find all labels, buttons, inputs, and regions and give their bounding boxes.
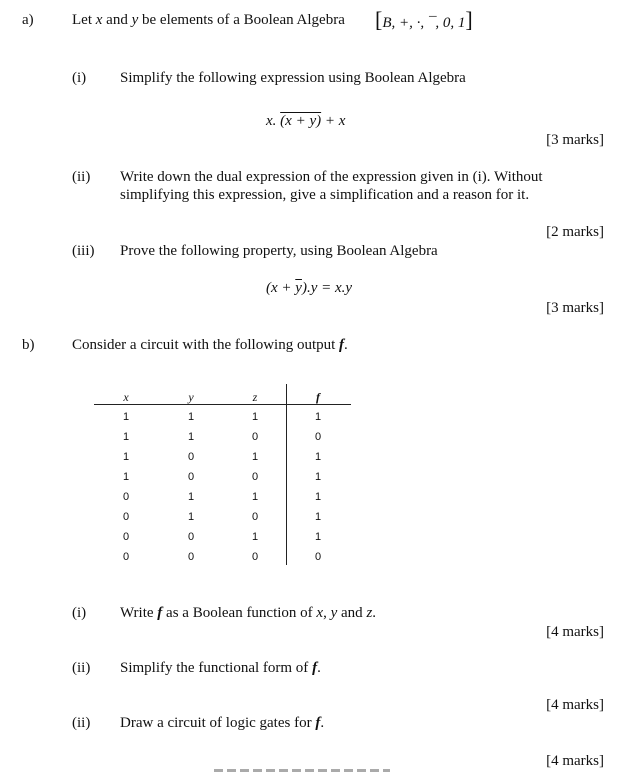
bracket-open: [ xyxy=(375,7,383,32)
table-header-x: x xyxy=(123,390,129,404)
table-cell-f: 1 xyxy=(314,531,322,543)
table-cell-y: 0 xyxy=(187,471,195,483)
a-part-iii-expression: $(x + \overline{y}).y = x.y$ xyxy=(266,280,353,296)
table-cell-z: 0 xyxy=(251,551,259,563)
section-a-label: a) xyxy=(22,12,34,28)
table-cell-f: 1 xyxy=(314,471,322,483)
table-cell-z: 1 xyxy=(251,531,259,543)
section-b-label: b) xyxy=(22,337,35,353)
table-cell-f: 1 xyxy=(314,411,322,423)
table-cell-f: 0 xyxy=(314,431,322,443)
table-cell-f: 1 xyxy=(314,491,322,503)
table-column-divider xyxy=(286,384,287,565)
a-part-ii-marks: [2 marks] xyxy=(546,224,604,240)
a-part-ii-text-line1: Write down the dual expression of the expression given in (i). Without xyxy=(120,169,543,185)
a-part-i-marks: [3 marks] xyxy=(546,132,604,148)
table-cell-x: 1 xyxy=(122,411,130,423)
table-header-z: z xyxy=(252,390,258,404)
table-cell-x: 0 xyxy=(122,511,130,523)
table-cell-z: 0 xyxy=(251,471,259,483)
a-part-iii-label: (iii) xyxy=(72,243,95,259)
table-cell-y: 1 xyxy=(187,431,195,443)
b-part-ii-label: (ii) xyxy=(72,660,91,676)
table-cell-x: 0 xyxy=(122,531,130,543)
table-header-rule xyxy=(94,404,351,405)
a-part-ii-text-line2: simplifying this expression, give a simplification and a reason for it. xyxy=(120,187,530,203)
b-part-i-label: (i) xyxy=(72,605,87,621)
table-cell-x: 0 xyxy=(122,551,130,563)
b-part-ii-marks: [4 marks] xyxy=(546,697,604,713)
table-cell-x: 1 xyxy=(122,471,130,483)
table-cell-y: 1 xyxy=(187,491,195,503)
table-cell-y: 0 xyxy=(187,551,195,563)
table-cell-y: 0 xyxy=(187,451,195,463)
table-cell-x: 0 xyxy=(122,491,130,503)
a-part-iii-text: Prove the following property, using Boolean Algebra xyxy=(120,243,438,259)
table-cell-f: 1 xyxy=(314,511,322,523)
table-cell-z: 0 xyxy=(251,431,259,443)
table-cell-z: 1 xyxy=(251,451,259,463)
section-a-intro: Let x and y be elements of a Boolean Algebra xyxy=(72,12,345,28)
a-part-ii-label: (ii) xyxy=(72,169,91,185)
bracket-close: ] xyxy=(465,7,473,32)
b-part-iii-text: Draw a circuit of logic gates for f. xyxy=(120,715,325,731)
table-header-f: f xyxy=(316,390,320,404)
table-cell-f: 0 xyxy=(314,551,322,563)
b-part-iii-label: (ii) xyxy=(72,715,91,731)
boolean-algebra-set: [B, +, ·, ¯, 0, 1] xyxy=(375,7,473,32)
b-part-iii-marks: [4 marks] xyxy=(546,753,604,769)
a-part-i-expression: x. (x + y) + x xyxy=(266,113,346,129)
table-cell-z: 0 xyxy=(251,511,259,523)
table-cell-x: 1 xyxy=(122,451,130,463)
table-header-y: y xyxy=(188,390,194,404)
a-part-iii-marks: [3 marks] xyxy=(546,300,604,316)
b-part-ii-text: Simplify the functional form of f. xyxy=(120,660,321,676)
table-cell-y: 0 xyxy=(187,531,195,543)
b-part-i-marks: [4 marks] xyxy=(546,624,604,640)
a-part-i-label: (i) xyxy=(72,70,87,86)
table-cell-z: 1 xyxy=(251,491,259,503)
table-cell-f: 1 xyxy=(314,451,322,463)
table-cell-z: 1 xyxy=(251,411,259,423)
a-part-i-text: Simplify the following expression using Boolean Algebra xyxy=(120,70,466,86)
table-cell-y: 1 xyxy=(187,411,195,423)
section-b-intro: Consider a circuit with the following output f. xyxy=(72,337,348,353)
table-cell-x: 1 xyxy=(122,431,130,443)
table-cell-y: 1 xyxy=(187,511,195,523)
b-part-i-text: Write f as a Boolean function of x, y and z. xyxy=(120,605,377,621)
